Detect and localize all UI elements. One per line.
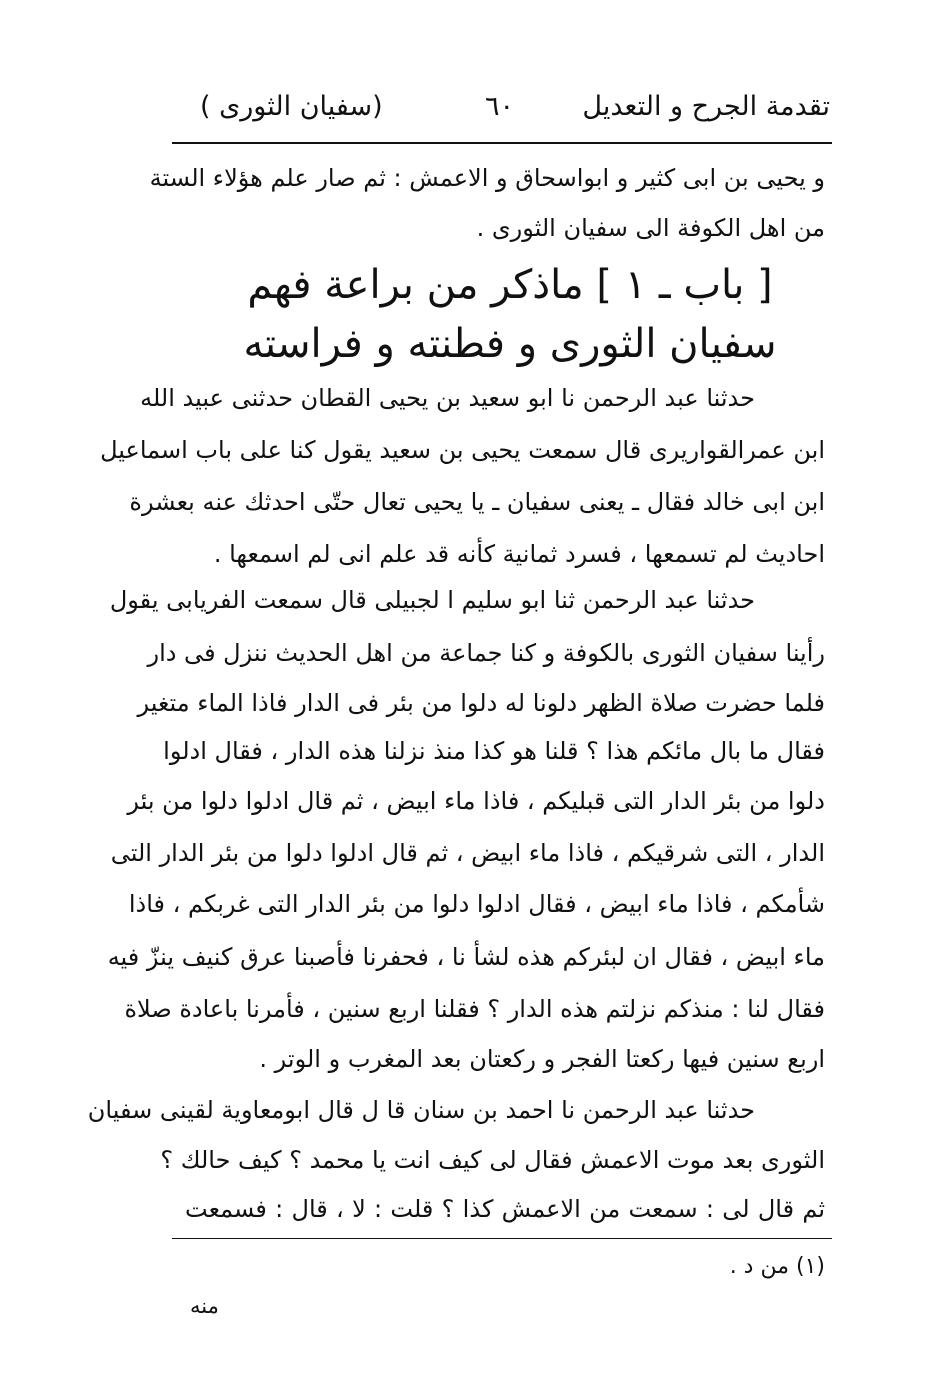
text-line: و يحيى بن ابى كثير و ابواسحاق و الاعمش : ثم صار علم هؤلاء الستة <box>149 164 825 192</box>
paragraph-2-line: فقال لنا : منذكم نزلتم هذه الدار ؟ فقلنا اربع سنين ، فأمرنا باعادة صلاة <box>124 995 825 1023</box>
paragraph-1-line: ابن عمرالقواريرى قال سمعت يحيى بن سعيد يقول كنا على باب اسماعيل <box>100 436 825 464</box>
paragraph-2-line: اربع سنين فيها ركعتا الفجر و ركعتان بعد المغرب و الوتر . <box>259 1045 825 1073</box>
paragraph-3-line: ثم قال لى : سمعت من الاعمش كذا ؟ قلت : لا ، قال : فسمعت <box>185 1195 825 1223</box>
paragraph-2-line: الدار ، التى شرقيكم ، فاذا ماء ابيض ، ثم قال ادلوا دلوا من بئر الدار التى <box>110 839 825 867</box>
page-number: ٦٠ <box>485 91 515 122</box>
chapter-heading-line-1: [ باب ـ ١ ] ماذكر من براعة فهم <box>247 262 773 308</box>
paragraph-1-line: احاديث لم تسمعها ، فسرد ثمانية كأنه قد علم انى لم اسمعها . <box>213 540 825 568</box>
paragraph-2-line: شأمكم ، فاذا ماء ابيض ، فقال ادلوا دلوا من بئر الدار التى غربكم ، فاذا <box>128 890 825 918</box>
paragraph-2-line: حدثنا عبد الرحمن ثنا ابو سليم ا لجبيلى قال سمعت الفريابى يقول <box>109 586 755 614</box>
chapter-heading-line-2: سفيان الثورى و فطنته و فراسته <box>243 321 777 367</box>
footnote-rule <box>172 1238 832 1239</box>
paragraph-2-line: دلوا من بئر الدار التى قبليكم ، فاذا ماء ابيض ، ثم قال ادلوا دلوا من بئر <box>127 787 825 815</box>
paragraph-1-line: حدثنا عبد الرحمن نا ابو سعيد بن يحيى القطان حدثنى عبيد الله <box>140 384 755 412</box>
running-header <box>190 82 830 132</box>
paragraph-3-line: الثورى بعد موت الاعمش فقال لى كيف انت يا محمد ؟ كيف حالك ؟ <box>160 1146 825 1174</box>
paragraph-2-line: فلما حضرت صلاة الظهر دلونا له دلوا من بئر فى الدار فاذا الماء متغير <box>137 689 825 717</box>
paragraph-2-line: ماء ابيض ، فقال ان لبئركم هذه لشأ نا ، فحفرنا فأصبنا عرق كنيف ينزّ فيه <box>107 943 825 971</box>
footnote: (١) من د . <box>729 1254 825 1279</box>
section-title: (سفيان الثورى ) <box>200 91 383 122</box>
text-line: من اهل الكوفة الى سفيان الثورى . <box>476 214 825 242</box>
paragraph-1-line: ابن ابى خالد فقال ـ يعنى سفيان ـ يا يحيى تعال حتّى احدثك عنه بعشرة <box>129 488 825 516</box>
paragraph-2-line: فقال ما بال مائكم هذا ؟ قلنا هو كذا منذ نزلنا هذه الدار ، فقال ادلوا <box>163 737 825 765</box>
catchword: منه <box>190 1294 219 1318</box>
paragraph-3-line: حدثنا عبد الرحمن نا احمد بن سنان قا ل قال ابومعاوية لقينى سفيان <box>87 1096 755 1124</box>
book-title: تقدمة الجرح و التعديل <box>582 91 830 122</box>
header-rule <box>172 142 832 144</box>
paragraph-2-line: رأينا سفيان الثورى بالكوفة و كنا جماعة من اهل الحديث ننزل فى دار <box>147 639 825 667</box>
